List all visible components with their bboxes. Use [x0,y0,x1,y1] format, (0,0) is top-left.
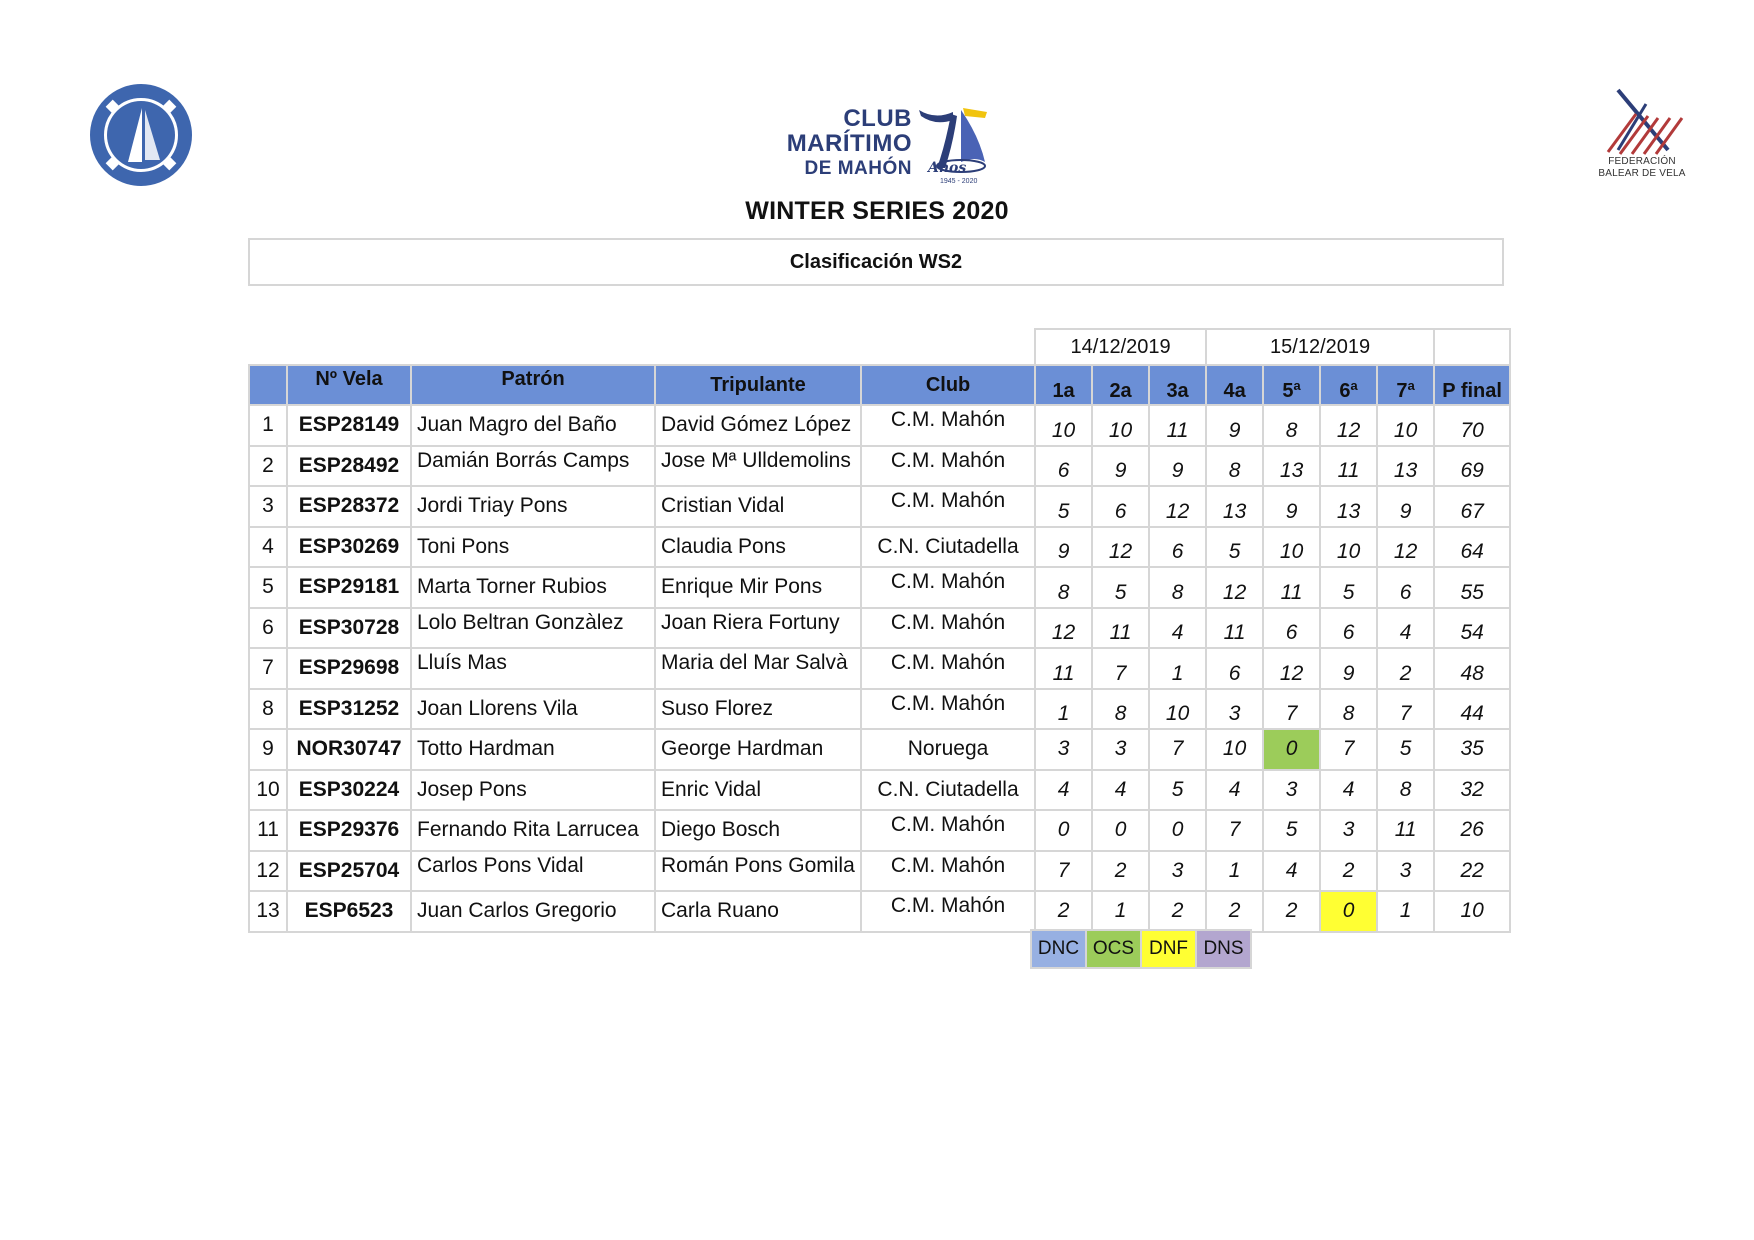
row-score-race-5: 9 [1263,486,1320,527]
row-sail-number: ESP28492 [287,446,411,487]
results-table [248,328,1511,933]
row-score-race-1: 4 [1035,770,1092,811]
row-skipper: Josep Pons [411,770,655,811]
club-logo-text: CLUB MARÍTIMO DE MAHÓN [786,105,912,179]
col-race-6: 6ª [1320,365,1377,405]
row-score-race-5: 10 [1263,527,1320,568]
row-score-race-6: 13 [1320,486,1377,527]
row-crew: Diego Bosch [655,810,861,851]
row-skipper: Damián Borrás Camps [411,446,655,487]
row-club: C.M. Mahón [861,486,1035,527]
row-score-race-6: 2 [1320,851,1377,892]
row-final-points: 48 [1434,648,1510,689]
row-score-race-3: 10 [1149,689,1206,730]
row-position: 2 [249,446,287,487]
row-crew: Enrique Mir Pons [655,567,861,608]
row-crew: David Gómez López [655,405,861,446]
table-row [249,486,1510,527]
col-race-3: 3a [1149,365,1206,405]
row-score-race-3: 0 [1149,810,1206,851]
row-score-race-2: 4 [1092,770,1149,811]
row-sail-number: ESP31252 [287,689,411,730]
row-score-race-4: 6 [1206,648,1263,689]
row-sail-number: ESP30269 [287,527,411,568]
row-sail-number: ESP29376 [287,810,411,851]
table-row [249,689,1510,730]
row-club: C.M. Mahón [861,810,1035,851]
row-score-race-5: 3 [1263,770,1320,811]
row-final-points: 64 [1434,527,1510,568]
header-row [249,365,1510,405]
date-day2: 15/12/2019 [1206,329,1434,365]
row-position: 11 [249,810,287,851]
row-club: C.M. Mahón [861,405,1035,446]
row-score-race-2: 9 [1092,446,1149,487]
table-row [249,891,1510,932]
row-score-race-5: 7 [1263,689,1320,730]
row-final-points: 35 [1434,729,1510,770]
row-score-race-3: 12 [1149,486,1206,527]
col-race-2: 2a [1092,365,1149,405]
row-club: C.M. Mahón [861,891,1035,932]
row-score-race-2: 12 [1092,527,1149,568]
col-skipper: Patrón [411,365,655,405]
row-score-race-2: 0 [1092,810,1149,851]
row-score-race-3: 4 [1149,608,1206,649]
row-score-race-6: 7 [1320,729,1377,770]
table-row [249,608,1510,649]
row-skipper: Marta Torner Rubios [411,567,655,608]
row-final-points: 10 [1434,891,1510,932]
row-score-race-7: 1 [1377,891,1434,932]
row-skipper: Joan Llorens Vila [411,689,655,730]
row-score-race-7: 13 [1377,446,1434,487]
row-score-race-3: 9 [1149,446,1206,487]
row-final-points: 67 [1434,486,1510,527]
legend-dnc: DNC [1030,929,1087,969]
row-score-race-2: 8 [1092,689,1149,730]
row-score-race-6: 10 [1320,527,1377,568]
row-crew: Claudia Pons [655,527,861,568]
date-blank [1434,329,1510,365]
row-position: 13 [249,891,287,932]
row-score-race-4: 10 [1206,729,1263,770]
row-score-race-6: 8 [1320,689,1377,730]
dates-row [249,329,1510,365]
row-score-race-7: 2 [1377,648,1434,689]
row-score-race-1: 8 [1035,567,1092,608]
row-score-race-6: 0 [1320,891,1377,932]
row-club: C.N. Ciutadella [861,527,1035,568]
row-score-race-3: 8 [1149,567,1206,608]
row-score-race-1: 3 [1035,729,1092,770]
row-score-race-2: 11 [1092,608,1149,649]
row-score-race-4: 12 [1206,567,1263,608]
row-club: C.M. Mahón [861,851,1035,892]
row-score-race-5: 0 [1263,729,1320,770]
row-position: 4 [249,527,287,568]
row-score-race-7: 7 [1377,689,1434,730]
row-crew: Suso Florez [655,689,861,730]
row-sail-number: ESP28372 [287,486,411,527]
row-score-race-5: 4 [1263,851,1320,892]
row-sail-number: ESP25704 [287,851,411,892]
row-skipper: Toni Pons [411,527,655,568]
row-crew: George Hardman [655,729,861,770]
results-body [249,405,1510,932]
row-score-race-6: 9 [1320,648,1377,689]
row-score-race-1: 11 [1035,648,1092,689]
row-club: C.M. Mahón [861,689,1035,730]
row-final-points: 54 [1434,608,1510,649]
row-crew: Maria del Mar Salvà [655,648,861,689]
row-sail-number: ESP6523 [287,891,411,932]
row-sail-number: ESP29181 [287,567,411,608]
row-score-race-7: 3 [1377,851,1434,892]
row-crew: Joan Riera Fortuny [655,608,861,649]
row-score-race-1: 6 [1035,446,1092,487]
table-row [249,810,1510,851]
row-position: 5 [249,567,287,608]
row-score-race-7: 5 [1377,729,1434,770]
row-skipper: Carlos Pons Vidal [411,851,655,892]
row-score-race-2: 7 [1092,648,1149,689]
col-sail: Nº Vela [287,365,411,405]
row-score-race-7: 6 [1377,567,1434,608]
row-position: 3 [249,486,287,527]
row-position: 10 [249,770,287,811]
row-final-points: 55 [1434,567,1510,608]
row-score-race-1: 12 [1035,608,1092,649]
row-score-race-6: 4 [1320,770,1377,811]
row-sail-number: ESP29698 [287,648,411,689]
row-position: 8 [249,689,287,730]
row-position: 9 [249,729,287,770]
row-crew: Jose Mª Ulldemolins [655,446,861,487]
row-score-race-4: 7 [1206,810,1263,851]
legend-dnf: DNF [1140,929,1197,969]
row-score-race-3: 2 [1149,891,1206,932]
row-score-race-3: 5 [1149,770,1206,811]
col-crew: Tripulante [655,365,861,405]
col-final: P final [1434,365,1510,405]
row-score-race-5: 8 [1263,405,1320,446]
row-score-race-5: 5 [1263,810,1320,851]
row-skipper: Jordi Triay Pons [411,486,655,527]
row-score-race-3: 11 [1149,405,1206,446]
class-logo-icon [88,82,194,188]
row-score-race-5: 6 [1263,608,1320,649]
row-score-race-1: 9 [1035,527,1092,568]
row-score-race-2: 6 [1092,486,1149,527]
row-score-race-6: 5 [1320,567,1377,608]
row-score-race-5: 12 [1263,648,1320,689]
row-position: 7 [249,648,287,689]
classification-title: Clasificación WS2 [248,238,1504,286]
row-sail-number: ESP30728 [287,608,411,649]
row-crew: Carla Ruano [655,891,861,932]
row-final-points: 70 [1434,405,1510,446]
row-skipper: Juan Magro del Baño [411,405,655,446]
row-final-points: 44 [1434,689,1510,730]
row-score-race-3: 3 [1149,851,1206,892]
row-score-race-1: 1 [1035,689,1092,730]
row-skipper: Fernando Rita Larrucea [411,810,655,851]
row-score-race-7: 9 [1377,486,1434,527]
row-score-race-5: 2 [1263,891,1320,932]
row-score-race-5: 13 [1263,446,1320,487]
col-race-1: 1a [1035,365,1092,405]
table-row [249,729,1510,770]
row-score-race-4: 1 [1206,851,1263,892]
row-score-race-7: 10 [1377,405,1434,446]
row-score-race-3: 7 [1149,729,1206,770]
row-score-race-6: 12 [1320,405,1377,446]
row-position: 6 [249,608,287,649]
row-crew: Román Pons Gomila [655,851,861,892]
row-position: 12 [249,851,287,892]
row-final-points: 32 [1434,770,1510,811]
row-score-race-6: 6 [1320,608,1377,649]
row-score-race-3: 1 [1149,648,1206,689]
penalty-legend [1030,929,1250,969]
row-score-race-3: 6 [1149,527,1206,568]
table-row [249,648,1510,689]
row-score-race-4: 4 [1206,770,1263,811]
row-crew: Enric Vidal [655,770,861,811]
row-score-race-2: 3 [1092,729,1149,770]
row-score-race-7: 8 [1377,770,1434,811]
row-club: C.M. Mahón [861,446,1035,487]
row-score-race-7: 4 [1377,608,1434,649]
row-score-race-1: 10 [1035,405,1092,446]
row-club: C.M. Mahón [861,567,1035,608]
legend-ocs: OCS [1085,929,1142,969]
row-skipper: Lolo Beltran Gonzàlez [411,608,655,649]
row-position: 1 [249,405,287,446]
anniversary-text: Años [928,160,967,176]
row-skipper: Juan Carlos Gregorio [411,891,655,932]
row-club: C.M. Mahón [861,608,1035,649]
row-club: Noruega [861,729,1035,770]
series-title: WINTER SERIES 2020 [745,197,1009,225]
col-position [249,365,287,405]
row-score-race-4: 13 [1206,486,1263,527]
row-final-points: 69 [1434,446,1510,487]
row-score-race-2: 2 [1092,851,1149,892]
row-final-points: 26 [1434,810,1510,851]
row-club: C.N. Ciutadella [861,770,1035,811]
legend-dns: DNS [1195,929,1252,969]
col-club: Club [861,365,1035,405]
row-score-race-1: 2 [1035,891,1092,932]
row-score-race-4: 3 [1206,689,1263,730]
row-skipper: Totto Hardman [411,729,655,770]
row-score-race-7: 11 [1377,810,1434,851]
col-race-7: 7ª [1377,365,1434,405]
row-sail-number: NOR30747 [287,729,411,770]
row-score-race-2: 5 [1092,567,1149,608]
row-score-race-1: 7 [1035,851,1092,892]
row-crew: Cristian Vidal [655,486,861,527]
row-score-race-1: 0 [1035,810,1092,851]
table-row [249,446,1510,487]
date-day1: 14/12/2019 [1035,329,1206,365]
row-score-race-2: 1 [1092,891,1149,932]
row-score-race-4: 11 [1206,608,1263,649]
col-race-5: 5ª [1263,365,1320,405]
row-club: C.M. Mahón [861,648,1035,689]
col-race-4: 4a [1206,365,1263,405]
row-sail-number: ESP30224 [287,770,411,811]
row-score-race-7: 12 [1377,527,1434,568]
row-score-race-4: 9 [1206,405,1263,446]
row-score-race-6: 11 [1320,446,1377,487]
row-skipper: Lluís Mas [411,648,655,689]
row-score-race-6: 3 [1320,810,1377,851]
federation-name: FEDERACIÓN BALEAR DE VELA [1598,156,1686,179]
row-final-points: 22 [1434,851,1510,892]
table-row [249,770,1510,811]
row-score-race-1: 5 [1035,486,1092,527]
row-score-race-2: 10 [1092,405,1149,446]
row-score-race-4: 8 [1206,446,1263,487]
table-row [249,405,1510,446]
table-row [249,527,1510,568]
anniversary-years: 1945 - 2020 [940,178,978,185]
row-score-race-4: 2 [1206,891,1263,932]
table-row [249,851,1510,892]
row-score-race-5: 11 [1263,567,1320,608]
table-row [249,567,1510,608]
row-score-race-4: 5 [1206,527,1263,568]
row-sail-number: ESP28149 [287,405,411,446]
